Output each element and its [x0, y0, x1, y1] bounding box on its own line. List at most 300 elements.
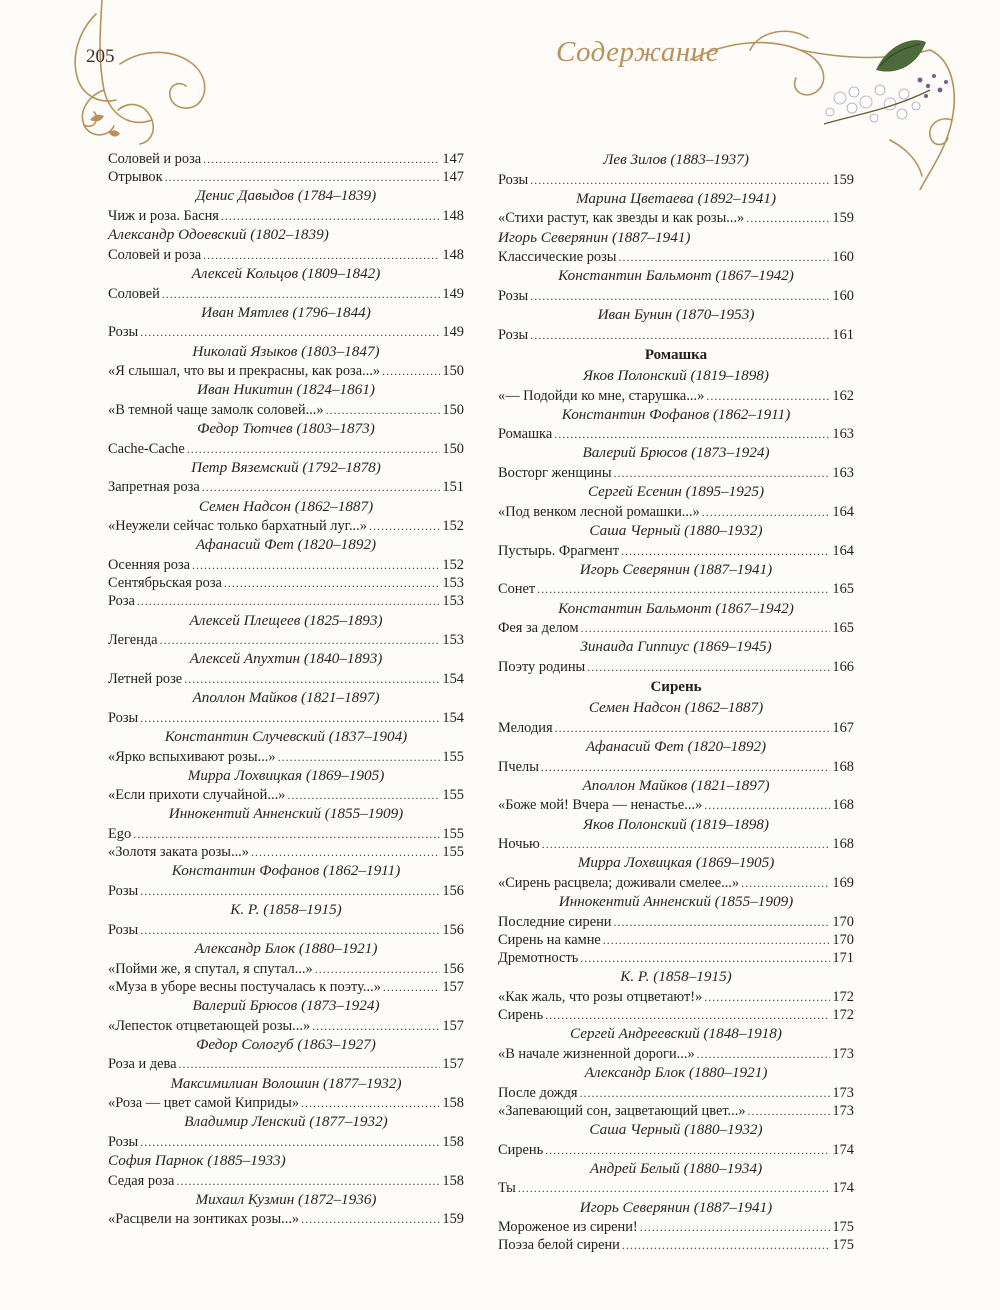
entry-page-number: 155 [442, 748, 464, 765]
entry-page-number: 165 [832, 581, 854, 598]
entry-page-number: 156 [442, 883, 464, 900]
entry-title: Дремотность [498, 950, 579, 967]
entry-title: Восторг женщины [498, 465, 612, 482]
entry-page-number: 172 [832, 1007, 854, 1023]
entry-page-number: 161 [832, 326, 854, 343]
author-name: Александр Блок (1880–1921) [194, 940, 378, 957]
entry-title: «Лепесток отцветающей розы...» [108, 1017, 311, 1034]
toc-entry [498, 949, 854, 967]
author-name: Николай Языков (1803–1847) [192, 342, 380, 360]
author-name: Константин Фофанов (1862–1911) [171, 862, 401, 880]
author-name: Валерий Брюсов (1873–1924) [192, 996, 380, 1014]
entry-title: Пустырь. Фрагмент [498, 542, 620, 559]
dot-leader [179, 1055, 441, 1073]
entry-page-number: 159 [832, 210, 854, 227]
entry-page-number: 148 [442, 207, 464, 224]
author-name: Яков Полонский (1819–1898) [583, 815, 769, 833]
toc-entry [498, 1179, 854, 1197]
entry-page-number: 149 [442, 285, 464, 302]
toc-entry [108, 978, 464, 996]
toc-entry [498, 326, 854, 344]
author-name: Алексей Апухтин (1840–1893) [189, 650, 383, 668]
entry-title: «Под венком лесной ромашки...» [498, 503, 700, 520]
entry-title: «Ярко вспыхивают розы...» [108, 748, 276, 765]
entry-page-number: 168 [832, 758, 854, 775]
toc-entry [108, 362, 464, 380]
entry-page-number: 152 [442, 518, 464, 535]
entry-title: Розы [498, 171, 529, 188]
entry-page-number: 169 [832, 874, 854, 891]
entry-title: «Роза — цвет самой Киприды» [108, 1095, 300, 1112]
entry-title: «Золотя заката розы...» [108, 844, 249, 861]
entry-page-number: 158 [442, 1133, 464, 1150]
entry-title: «В начале жизненной дороги...» [498, 1045, 695, 1062]
dot-leader [278, 748, 441, 766]
author-name: Денис Давыдов (1784–1839) [195, 187, 377, 205]
entry-title: Поэту родины [498, 658, 586, 675]
entry-page-number: 151 [442, 479, 464, 496]
toc-entry [108, 1210, 464, 1228]
entry-title: Сирень [498, 1007, 544, 1023]
toc-entry [108, 748, 464, 766]
dot-leader [221, 207, 440, 225]
entry-title: «Как жаль, что розы отцветают!» [498, 988, 703, 1005]
dot-leader [618, 248, 830, 266]
entry-page-number: 155 [442, 787, 464, 804]
dot-leader [603, 931, 831, 949]
entry-page-number: 148 [442, 246, 464, 263]
toc-entry [108, 168, 464, 186]
dot-leader [301, 1210, 440, 1228]
entry-page-number: 175 [832, 1237, 854, 1254]
author-name: Иван Никитин (1824–1861) [197, 381, 375, 399]
entry-page-number: 167 [832, 719, 854, 736]
toc-entry [108, 207, 464, 225]
toc-entry [108, 825, 464, 843]
entry-page-number: 156 [442, 960, 464, 977]
dot-leader [203, 246, 440, 264]
author-name: Валерий Брюсов (1873–1924) [582, 444, 770, 462]
leaf-icon [876, 40, 926, 71]
entry-page-number: 147 [442, 169, 464, 186]
dot-leader [187, 440, 441, 458]
author-name: Семен Надсон (1862–1887) [198, 497, 374, 515]
entry-page-number: 155 [442, 826, 464, 843]
dot-leader [741, 874, 830, 892]
entry-title: «В темной чаще замолк соловей...» [108, 401, 324, 418]
entry-title: Осенняя роза [108, 557, 191, 573]
entry-page-number: 153 [442, 593, 464, 610]
entry-page-number: 173 [832, 1102, 854, 1119]
dot-leader [184, 670, 440, 688]
entry-title: Пчелы [498, 758, 539, 775]
toc-entry [108, 556, 464, 574]
entry-title: Легенда [108, 632, 158, 649]
entry-title: Розы [498, 287, 529, 304]
entry-title: Классические розы [498, 249, 617, 266]
entry-title: Мороженое из сирени! [498, 1219, 638, 1236]
entry-page-number: 164 [832, 542, 854, 559]
author-name: Федор Сологуб (1863–1927) [196, 1035, 376, 1053]
dot-leader [702, 503, 831, 521]
toc-entry [498, 503, 854, 521]
entry-page-number: 170 [832, 913, 854, 930]
entry-title: Розы [108, 709, 139, 726]
entry-page-number: 174 [832, 1180, 854, 1197]
toc-entry [108, 246, 464, 264]
toc-entry [108, 440, 464, 458]
entry-page-number: 157 [442, 978, 464, 995]
dot-leader [541, 758, 831, 776]
entry-title: «Если прихоти случайной...» [108, 787, 286, 804]
entry-title: Сентябрьская роза [108, 575, 222, 592]
entry-page-number: 158 [442, 1095, 464, 1112]
toc-entry [498, 1141, 854, 1159]
dot-leader [140, 1133, 440, 1151]
entry-title: Отрывок [108, 169, 163, 186]
author-name: Саша Черный (1880–1932) [589, 1120, 763, 1138]
entry-title: Ромашка [498, 426, 553, 443]
toc-entry [498, 835, 854, 853]
entry-page-number: 150 [442, 401, 464, 418]
entry-title: Соловей [108, 285, 160, 302]
toc-entry [498, 425, 854, 443]
toc-entry [108, 1055, 464, 1073]
dot-leader [315, 960, 441, 978]
toc-entry [108, 1094, 464, 1112]
author-name: София Парнок (1885–1933) [108, 1152, 286, 1170]
dot-leader [140, 921, 440, 939]
entry-title: Cache-Cache [108, 440, 185, 457]
entry-title: «Я слышал, что вы и прекрасны, как роза...» [108, 363, 381, 380]
author-name: Андрей Белый (1880–1934) [589, 1159, 763, 1177]
author-name: Федор Тютчев (1803–1873) [197, 420, 375, 438]
author-name: Афанасий Фет (1820–1892) [585, 737, 767, 755]
entry-title: Ночью [498, 836, 540, 853]
dot-leader [251, 843, 440, 861]
dot-leader [176, 1172, 440, 1190]
entry-page-number: 153 [442, 575, 464, 592]
entry-title: Ты [498, 1180, 516, 1197]
dot-leader [162, 285, 441, 303]
dot-leader [545, 1141, 830, 1159]
author-name: Мирра Лохвицкая (1869–1905) [187, 766, 385, 784]
toc-entry [498, 387, 854, 405]
entry-title: «Запевающий сон, зацветающий цвет...» [498, 1102, 746, 1119]
dot-leader [137, 592, 440, 610]
author-name: Марина Цветаева (1892–1941) [575, 189, 777, 207]
entry-page-number: 173 [832, 1045, 854, 1062]
author-name: Игорь Северянин (1887–1941) [579, 560, 773, 578]
entry-title: После дождя [498, 1084, 578, 1101]
dot-leader [133, 825, 440, 843]
toc-entry [498, 658, 854, 676]
entry-page-number: 157 [442, 1056, 464, 1073]
dot-leader [518, 1179, 831, 1197]
entry-title: Фея за делом [498, 620, 579, 637]
dot-leader [160, 631, 441, 649]
entry-page-number: 166 [832, 658, 854, 675]
entry-page-number: 153 [442, 632, 464, 649]
toc-entry [498, 171, 854, 189]
entry-title: Сирень на камне [498, 931, 601, 948]
toc-entry [498, 758, 854, 776]
entry-title: Ego [108, 826, 132, 843]
entry-page-number: 174 [832, 1141, 854, 1158]
entry-page-number: 159 [442, 1211, 464, 1228]
entry-page-number: 164 [832, 503, 854, 520]
entry-page-number: 172 [832, 988, 854, 1005]
entry-title: Запретная роза [108, 479, 200, 496]
author-name: К. Р. (1858–1915) [620, 968, 732, 986]
dot-leader [748, 1102, 831, 1120]
entry-title: «Боже мой! Вчера — ненастье...» [498, 797, 703, 814]
author-name: Константин Бальмонт (1867–1942) [558, 267, 794, 285]
entry-title: Последние сирени [498, 913, 612, 930]
author-name: Саша Черный (1880–1932) [589, 522, 763, 540]
toc-entry [108, 323, 464, 341]
author-name: Константин Фофанов (1862–1911) [561, 405, 791, 423]
entry-title: Чиж и роза. Басня [108, 207, 219, 224]
dot-leader [545, 1006, 830, 1024]
dot-leader [622, 1236, 831, 1254]
author-name: К. Р. (1858–1915) [230, 901, 342, 919]
toc-entry [498, 248, 854, 266]
toc-entry [498, 287, 854, 305]
entry-page-number: 150 [442, 363, 464, 380]
dot-leader [530, 326, 830, 344]
dot-leader [530, 171, 830, 189]
page-number: 205 [86, 46, 115, 67]
dot-leader [287, 786, 440, 804]
dot-leader [555, 719, 831, 737]
toc-entry [108, 517, 464, 535]
toc-entry [498, 1006, 854, 1024]
dot-leader [326, 401, 441, 419]
dot-leader [312, 1017, 440, 1035]
author-name: Аполлон Майков (1821–1897) [192, 689, 380, 707]
author-name: Игорь Северянин (1887–1941) [498, 228, 691, 246]
entry-title: Летней розе [108, 670, 183, 687]
dot-leader [140, 709, 440, 727]
entry-page-number: 168 [832, 836, 854, 853]
toc-entry [108, 882, 464, 900]
entry-title: Розы [108, 883, 139, 900]
dot-leader [537, 580, 830, 598]
entry-title: «Расцвели на зонтиках розы...» [108, 1211, 300, 1228]
dot-leader [530, 287, 830, 305]
toc-entry [108, 592, 464, 610]
entry-page-number: 152 [442, 557, 464, 573]
toc-entry [108, 960, 464, 978]
entry-page-number: 158 [442, 1172, 464, 1189]
toc-entry [108, 786, 464, 804]
entry-title: Сонет [498, 581, 536, 598]
toc-entry [108, 478, 464, 496]
toc-entry [498, 209, 854, 227]
section-heading: Сирень [650, 679, 702, 696]
toc-entry [108, 921, 464, 939]
author-name: Максимилиан Волошин (1877–1932) [170, 1074, 402, 1092]
entry-page-number: 159 [832, 171, 854, 188]
entry-page-number: 173 [832, 1084, 854, 1101]
author-name: Алексей Плещеев (1825–1893) [189, 611, 383, 629]
section-heading: Ромашка [644, 346, 708, 363]
author-name: Мирра Лохвицкая (1869–1905) [577, 854, 775, 872]
author-name: Иван Мятлев (1796–1844) [201, 303, 371, 321]
entry-title: Розы [108, 324, 139, 341]
entry-title: «Неужели сейчас только бархатный луг...» [108, 518, 367, 535]
author-name: Петр Вяземский (1792–1878) [191, 458, 381, 476]
toc-entry [108, 150, 464, 168]
author-name: Владимир Ленский (1877–1932) [184, 1113, 388, 1131]
author-name: Константин Случевский (1837–1904) [164, 727, 408, 745]
toc-entry [498, 1084, 854, 1102]
entry-page-number: 163 [832, 465, 854, 482]
dot-leader [383, 978, 441, 996]
dot-leader [621, 542, 830, 560]
dot-leader [614, 913, 831, 931]
dot-leader [580, 949, 830, 967]
toc-entry [498, 931, 854, 949]
toc-entry [108, 574, 464, 592]
entry-page-number: 160 [832, 249, 854, 266]
toc-entry [498, 619, 854, 637]
entry-page-number: 171 [832, 950, 854, 967]
dot-leader [382, 362, 440, 380]
toc-column-right [498, 150, 854, 1254]
entry-title: Розы [498, 326, 529, 343]
author-name: Алексей Кольцов (1809–1842) [191, 264, 381, 282]
dot-leader [704, 796, 830, 814]
dot-leader [554, 425, 830, 443]
entry-page-number: 165 [832, 620, 854, 637]
entry-title: «Стихи растут, как звезды и как розы...» [498, 210, 745, 227]
author-name: Сергей Есенин (1895–1925) [587, 483, 765, 501]
entry-page-number: 155 [442, 844, 464, 861]
entry-title: Мелодия [498, 719, 553, 736]
dot-leader [581, 619, 831, 637]
toc-entry [498, 719, 854, 737]
toc-entry [498, 796, 854, 814]
author-name: Семен Надсон (1862–1887) [588, 699, 764, 717]
author-name: Александр Блок (1880–1921) [584, 1063, 768, 1081]
author-name: Иннокентий Анненский (1855–1909) [558, 893, 794, 911]
dot-leader [301, 1094, 440, 1112]
entry-title: «Муза в уборе весны постучалась к поэту...» [108, 978, 381, 995]
entry-title: Седая роза [108, 1172, 175, 1189]
dot-leader [192, 556, 440, 574]
entry-title: «— Подойди ко мне, старушка...» [498, 387, 705, 404]
dot-leader [203, 150, 440, 168]
entry-page-number: 162 [832, 387, 854, 404]
dot-leader [697, 1045, 831, 1063]
toc-entry [108, 1172, 464, 1190]
toc-entry [108, 285, 464, 303]
toc-entry [108, 843, 464, 861]
dot-leader [587, 658, 830, 676]
author-name: Афанасий Фет (1820–1892) [195, 536, 377, 554]
entry-title: Розы [108, 921, 139, 938]
toc-entry [498, 874, 854, 892]
entry-title: Поэза белой сирени [498, 1237, 620, 1254]
author-name: Лев Зилов (1883–1937) [603, 151, 749, 168]
dot-leader [614, 464, 831, 482]
dot-leader [140, 323, 440, 341]
author-name: Аполлон Майков (1821–1897) [582, 776, 770, 794]
author-name: Иннокентий Анненский (1855–1909) [168, 805, 404, 823]
toc-entry [108, 1017, 464, 1035]
toc-entry [108, 709, 464, 727]
entry-title: Роза [108, 593, 135, 610]
author-name: Михаил Кузмин (1872–1936) [195, 1190, 377, 1208]
dot-leader [140, 882, 440, 900]
section-title: Содержание [556, 36, 720, 68]
toc-entry [108, 1133, 464, 1151]
toc-entry [498, 1218, 854, 1236]
toc-column-left [108, 150, 464, 1229]
toc-entry [108, 631, 464, 649]
author-name: Игорь Северянин (1887–1941) [579, 1198, 773, 1216]
author-name: Иван Бунин (1870–1953) [597, 306, 755, 324]
toc-entry [498, 542, 854, 560]
author-name: Сергей Андреевский (1848–1918) [570, 1025, 782, 1043]
entry-title: Сирень [498, 1141, 544, 1158]
entry-page-number: 160 [832, 287, 854, 304]
author-name: Константин Бальмонт (1867–1942) [558, 599, 794, 617]
toc-entry [498, 1045, 854, 1063]
author-name: Александр Одоевский (1802–1839) [108, 226, 329, 244]
entry-page-number: 170 [832, 931, 854, 948]
dot-leader [580, 1084, 831, 1102]
entry-page-number: 149 [442, 324, 464, 341]
entry-page-number: 154 [442, 709, 464, 726]
author-name: Яков Полонский (1819–1898) [583, 366, 769, 384]
entry-title: Соловей и роза [108, 151, 202, 167]
toc-entry [108, 670, 464, 688]
dot-leader [746, 209, 830, 227]
entry-title: Соловей и роза [108, 246, 202, 263]
dot-leader [704, 988, 830, 1006]
entry-page-number: 154 [442, 670, 464, 687]
toc-entry [498, 1102, 854, 1120]
entry-page-number: 175 [832, 1219, 854, 1236]
dot-leader [202, 478, 441, 496]
entry-page-number: 156 [442, 921, 464, 938]
entry-title: Розы [108, 1133, 139, 1150]
toc-entry [498, 913, 854, 931]
entry-page-number: 147 [442, 151, 464, 167]
dot-leader [165, 168, 441, 186]
toc-entry [498, 1236, 854, 1254]
dot-leader [369, 517, 440, 535]
entry-title: «Сирень расцвела; доживали смелее...» [498, 874, 740, 891]
entry-page-number: 168 [832, 797, 854, 814]
entry-title: «Пойми же, я спутал, я спутал...» [108, 960, 313, 977]
entry-page-number: 150 [442, 440, 464, 457]
dot-leader [640, 1218, 831, 1236]
toc-entry [498, 464, 854, 482]
entry-page-number: 157 [442, 1017, 464, 1034]
left-swirl-ornament [60, 0, 230, 150]
entry-page-number: 163 [832, 426, 854, 443]
dot-leader [706, 387, 830, 405]
dot-leader [542, 835, 831, 853]
toc-entry [498, 580, 854, 598]
dot-leader [224, 574, 441, 592]
toc-entry [108, 401, 464, 419]
author-name: Зинаида Гиппиус (1869–1945) [580, 638, 772, 656]
